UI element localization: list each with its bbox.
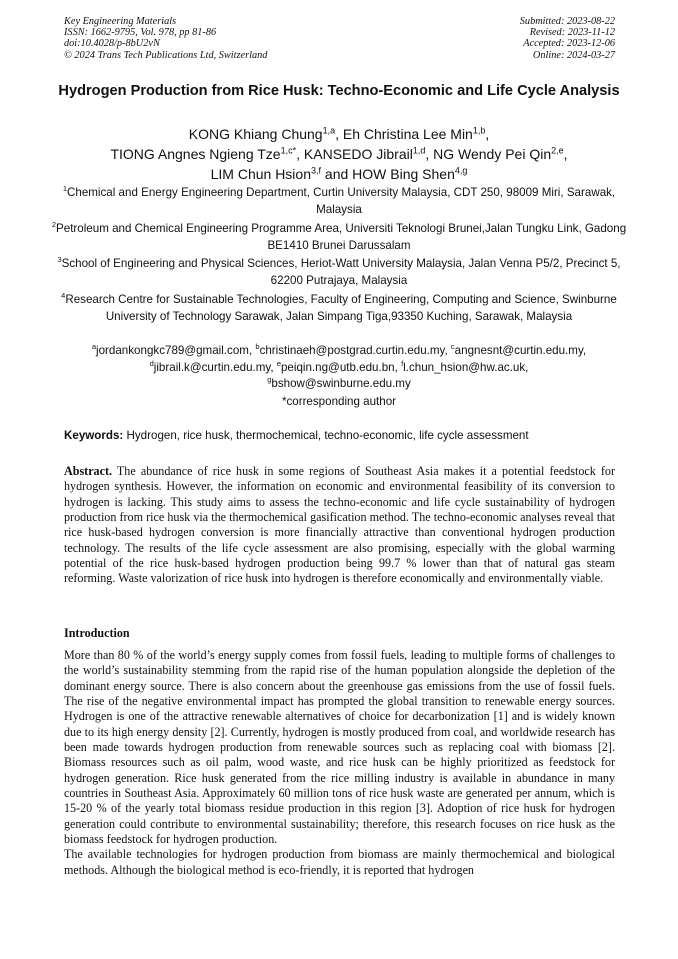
online-date: Online: 2024-03-27 [532, 49, 615, 61]
paper-title: Hydrogen Production from Rice Husk: Techno-Economic and Life Cycle Analysis [58, 83, 620, 99]
abstract-text: The abundance of rice husk in some regions of Southeast Asia makes it a potential feedstock for hydrogen synthesis. However, the information on economic and environmental feasibility of its conversion to hydrogen is lacking. This study aims to assess the techno-economic and life cycle sustainability of hydrogen production from rice husk via the thermochemical gasification method. The techno-economic analyses reveal that rice husk-based hydrogen conversion is more financially attractive than conventional hydrogen production technology. The results of the life cycle assessment are also promising, especially with the global warming potential of the rice husk-based hydrogen production being 99.7 % lower than that of natural gas steam reforming. Waste valorization of rice husk into hydrogen is therefore economically and environmentally viable. [64, 464, 615, 586]
affiliation-3 [50, 256, 628, 289]
email-mark: c [450, 342, 455, 352]
author-affiliation-mark: 4,g [454, 165, 468, 176]
copyright: © 2024 Trans Tech Publications Ltd, Switzerland [64, 49, 268, 61]
author-name: KONG Khiang Chung [188, 126, 323, 142]
email-line [50, 376, 628, 393]
author-affiliation-mark: 1,b [472, 125, 486, 136]
author-separator: , [296, 146, 304, 162]
author-affiliation-mark: 3,f [311, 165, 322, 176]
email-address: bshow@swinburne.edu.my [271, 377, 411, 390]
introduction-body [64, 648, 615, 878]
affiliation-text: Petroleum and Chemical Engineering Programme Area, Universiti Teknologi Brunei,Jalan Tungku Link, Gadong BE1410 Brunei Darussalam [56, 222, 627, 252]
author-name: TIONG Angnes Ngieng Tze [110, 146, 281, 162]
author-separator: , [563, 146, 568, 162]
email-separator: , [394, 360, 402, 374]
author-line [40, 164, 638, 184]
email-address: jibrail.k@curtin.edu.my [153, 360, 271, 374]
author-list [40, 124, 638, 184]
email-mark: d [149, 358, 154, 368]
author-name: NG Wendy Pei Qin [433, 146, 552, 162]
email-line [50, 343, 628, 360]
email-separator: , [248, 344, 256, 357]
author-name: KANSEDO Jibrail [303, 146, 413, 162]
journal-info [64, 16, 267, 61]
affiliation-number: 2 [51, 220, 57, 230]
affiliation-1 [50, 185, 628, 218]
corresponding-author-note: *corresponding author [281, 395, 397, 408]
email-mark: a [91, 342, 97, 352]
author-separator: and [321, 166, 353, 182]
accepted-date: Accepted: 2023-12-06 [523, 38, 615, 50]
author-separator: , [425, 146, 434, 162]
introduction-paragraph-1: More than 80 % of the world’s energy supply comes from fossil fuels, leading to multiple forms of challenges to the world’s sustainability stemming from the rapid rise of the human population alongside the depletion of the dominant energy source. There is also concern about the greenhouse gas emissions from the use of fossil fuels. The rise of the negative environmental impact has prompted the global transition to renewable energy sources. Hydrogen is one of the attractive renewable alternatives of choice for decarbonization [1] and is widely known due to its high energy density [2]. Currently, hydrogen is mostly produced from coal, and worldwide research has been made towards hydrogen production from renewable sources such as replacing coal with biomass [2]. Biomass resources such as oil palm, wood waste, and rice husk can be highly prioritized as feedstock for hydrogen generation. Rice husk generated from the rice milling industry is available in abundance in many countries in Southeast Asia. Approximately 60 million tons of rice husk waste are generated per annum, which is 15-20 % of the yearly total biomass residue production in this region [3]. Adoption of rice husk for hydrogen generation could contribute to environmental sustainability; therefore, this research focuses on rice husk as the biomass feedstock for hydrogen production. [64, 648, 615, 847]
email-address: angnesnt@curtin.edu.my [454, 344, 583, 357]
affiliation-text: Research Centre for Sustainable Technologies, Faculty of Engineering, Computing and Science, Swinburne University of Technology Sarawak, Jalan Simpang Tiga,93350 Kuching, Sarawak, Malaysia [65, 293, 617, 323]
affiliation-2 [50, 221, 628, 254]
author-affiliation-mark: 1,a [322, 125, 336, 136]
abstract [64, 464, 615, 587]
keywords-label: Keywords: [64, 429, 124, 442]
author-name: HOW Bing Shen [352, 166, 455, 182]
journal-issn: ISSN: 1662-9795, Vol. 978, pp 81-86 [64, 27, 217, 39]
author-line [40, 144, 638, 164]
affiliation-number: 3 [57, 255, 62, 265]
email-address: christinaeh@postgrad.curtin.edu.my [259, 344, 445, 357]
email-separator: , [270, 360, 277, 374]
author-name: LIM Chun Hsion [210, 166, 311, 182]
email-mark: g [267, 375, 272, 385]
affiliation-text: School of Engineering and Physical Sciences, Heriot-Watt University Malaysia, Jalan Venna P5/2, Precinct 5, 62200 Putrajaya, Malaysia [61, 257, 621, 287]
affiliation-text: Chemical and Energy Engineering Department, Curtin University Malaysia, CDT 250, 98009 Miri, Sarawak, Malaysia [67, 186, 616, 216]
keywords [64, 429, 529, 442]
revised-date: Revised: 2023-11-12 [529, 27, 615, 39]
email-separator: , [582, 344, 587, 357]
journal-doi: doi:10.4028/p-8bU2vN [64, 38, 160, 50]
keywords-text: Hydrogen, rice husk, thermochemical, techno-economic, life cycle assessment [126, 429, 529, 442]
introduction-heading: Introduction [64, 626, 130, 640]
email-line [50, 360, 628, 377]
email-mark: b [255, 342, 260, 352]
email-address: jordankongkc789@gmail.com [96, 344, 249, 357]
author-separator: , [335, 126, 343, 142]
introduction-paragraph-2: The available technologies for hydrogen production from biomass are mainly thermochemical and biological methods. Although the biological method is eco-friendly, it is reported that hydrogen [64, 847, 615, 877]
author-affiliation-mark: 1,c* [280, 145, 297, 156]
affiliation-number: 4 [61, 291, 66, 301]
email-list [50, 343, 628, 393]
email-mark: f [401, 358, 404, 368]
author-name: Eh Christina Lee Min [342, 126, 473, 142]
author-affiliation-mark: 2,e [551, 145, 564, 156]
author-line [40, 124, 638, 144]
author-affiliation-mark: 1,d [412, 145, 426, 156]
email-address: l.chun_hsion@hw.ac.uk [403, 360, 526, 374]
email-separator: , [525, 360, 529, 374]
publication-dates [520, 16, 615, 61]
email-address: peiqin.ng@utb.edu.bn [280, 360, 395, 374]
affiliation-number: 1 [62, 184, 67, 194]
email-separator: , [444, 344, 451, 357]
affiliation-4 [50, 292, 628, 325]
author-separator: , [485, 126, 490, 142]
email-mark: e [276, 358, 281, 368]
submitted-date: Submitted: 2023-08-22 [519, 16, 615, 27]
journal-name: Key Engineering Materials [64, 16, 177, 27]
abstract-label: Abstract. [64, 464, 113, 478]
